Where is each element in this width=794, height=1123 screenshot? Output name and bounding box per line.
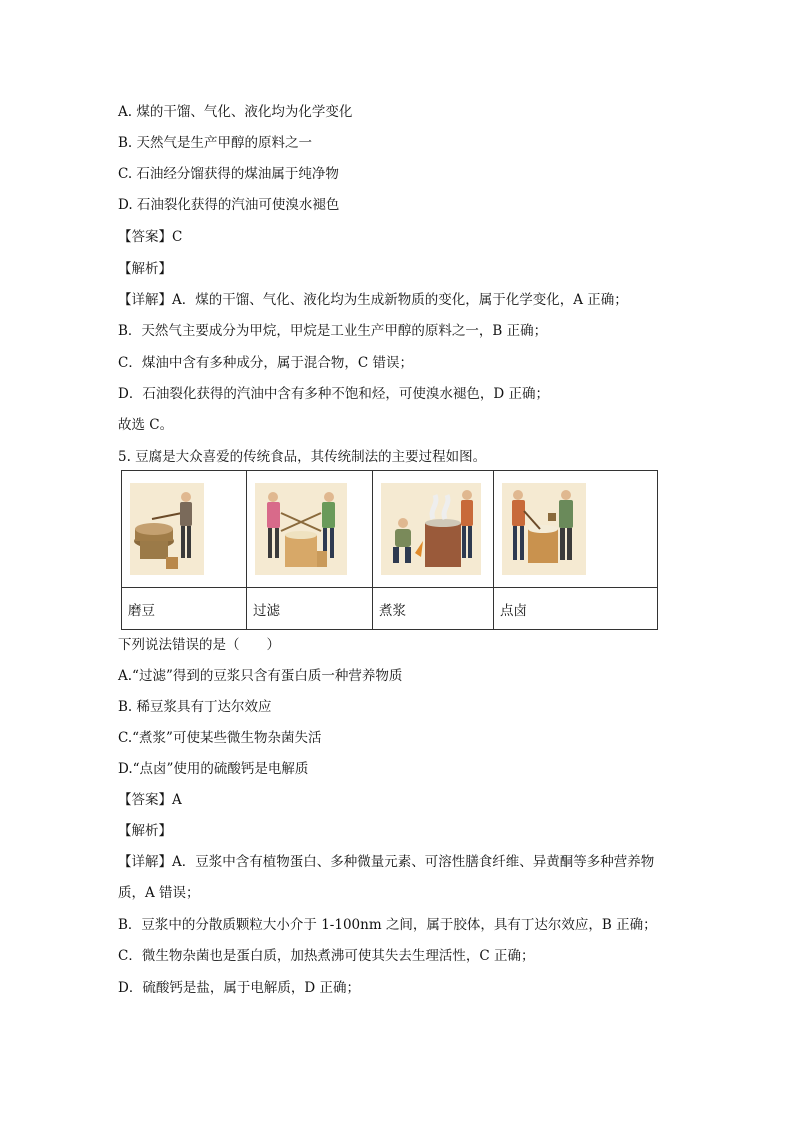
q5-explanation-a-line1: 【详解】A．豆浆中含有植物蛋白、多种微量元素、可溶性膳食纤维、异黄酮等多种营养物 [118, 854, 655, 870]
q5-analysis-heading: 【解析】 [118, 823, 172, 839]
boiling-pulp-illustration [381, 483, 481, 575]
q4-option-a: A. 煤的干馏、气化、液化均为化学变化 [118, 104, 353, 120]
q4-explanation-d: D．石油裂化获得的汽油中含有多种不饱和烃，可使溴水褪色，D 正确； [118, 386, 549, 402]
q4-option-b: B. 天然气是生产甲醇的原料之一 [118, 135, 313, 151]
filtering-illustration [255, 483, 347, 575]
q5-option-d: D.“点卤”使用的硫酸钙是电解质 [118, 761, 309, 777]
step-label-grinding: 磨豆 [122, 588, 247, 630]
q4-conclusion: 故选 C。 [118, 417, 174, 433]
q5-question: 下列说法错误的是（ ） [118, 637, 280, 653]
tofu-process-table [121, 470, 658, 630]
grinding-beans-illustration [130, 483, 204, 575]
q5-option-a: A.“过滤”得到的豆浆只含有蛋白质一种营养物质 [118, 668, 403, 684]
q5-explanation-c: C．微生物杂菌也是蛋白质，加热煮沸可使其失去生理活性，C 正确； [118, 948, 535, 964]
q5-option-c: C.“煮浆”可使某些微生物杂菌失活 [118, 730, 322, 746]
q5-explanation-a-line2: 质，A 错误； [118, 885, 200, 901]
coagulating-illustration [502, 483, 586, 575]
q5-explanation-b: B．豆浆中的分散质颗粒大小介于 1-100nm 之间，属于胶体，具有丁达尔效应，B 正确； [118, 917, 657, 933]
step-label-boiling: 煮浆 [373, 588, 494, 630]
coagulating-illustration-cell [494, 471, 658, 588]
q5-stem: 5. 豆腐是大众喜爱的传统食品，其传统制法的主要过程如图。 [118, 449, 487, 465]
q5-answer: 【答案】A [118, 792, 182, 808]
q4-analysis-heading: 【解析】 [118, 261, 172, 277]
q4-option-d: D. 石油裂化获得的汽油可使溴水褪色 [118, 197, 340, 213]
q5-explanation-d: D．硫酸钙是盐，属于电解质，D 正确； [118, 980, 360, 996]
step-label-filtering: 过滤 [247, 588, 373, 630]
filtering-illustration-cell [247, 471, 373, 588]
q5-option-b: B. 稀豆浆具有丁达尔效应 [118, 699, 272, 715]
q4-explanation-c: C．煤油中含有多种成分，属于混合物，C 错误； [118, 355, 413, 371]
step-label-coagulating: 点卤 [494, 588, 658, 630]
boiling-illustration-cell [373, 471, 494, 588]
q4-explanation-a: 【详解】A．煤的干馏、气化、液化均为生成新物质的变化，属于化学变化，A 正确； [118, 292, 628, 308]
grinding-illustration-cell [122, 471, 247, 588]
q4-answer: 【答案】C [118, 229, 183, 245]
q4-option-c: C. 石油经分馏获得的煤油属于纯净物 [118, 166, 339, 182]
q4-explanation-b: B．天然气主要成分为甲烷，甲烷是工业生产甲醇的原料之一，B 正确； [118, 323, 548, 339]
